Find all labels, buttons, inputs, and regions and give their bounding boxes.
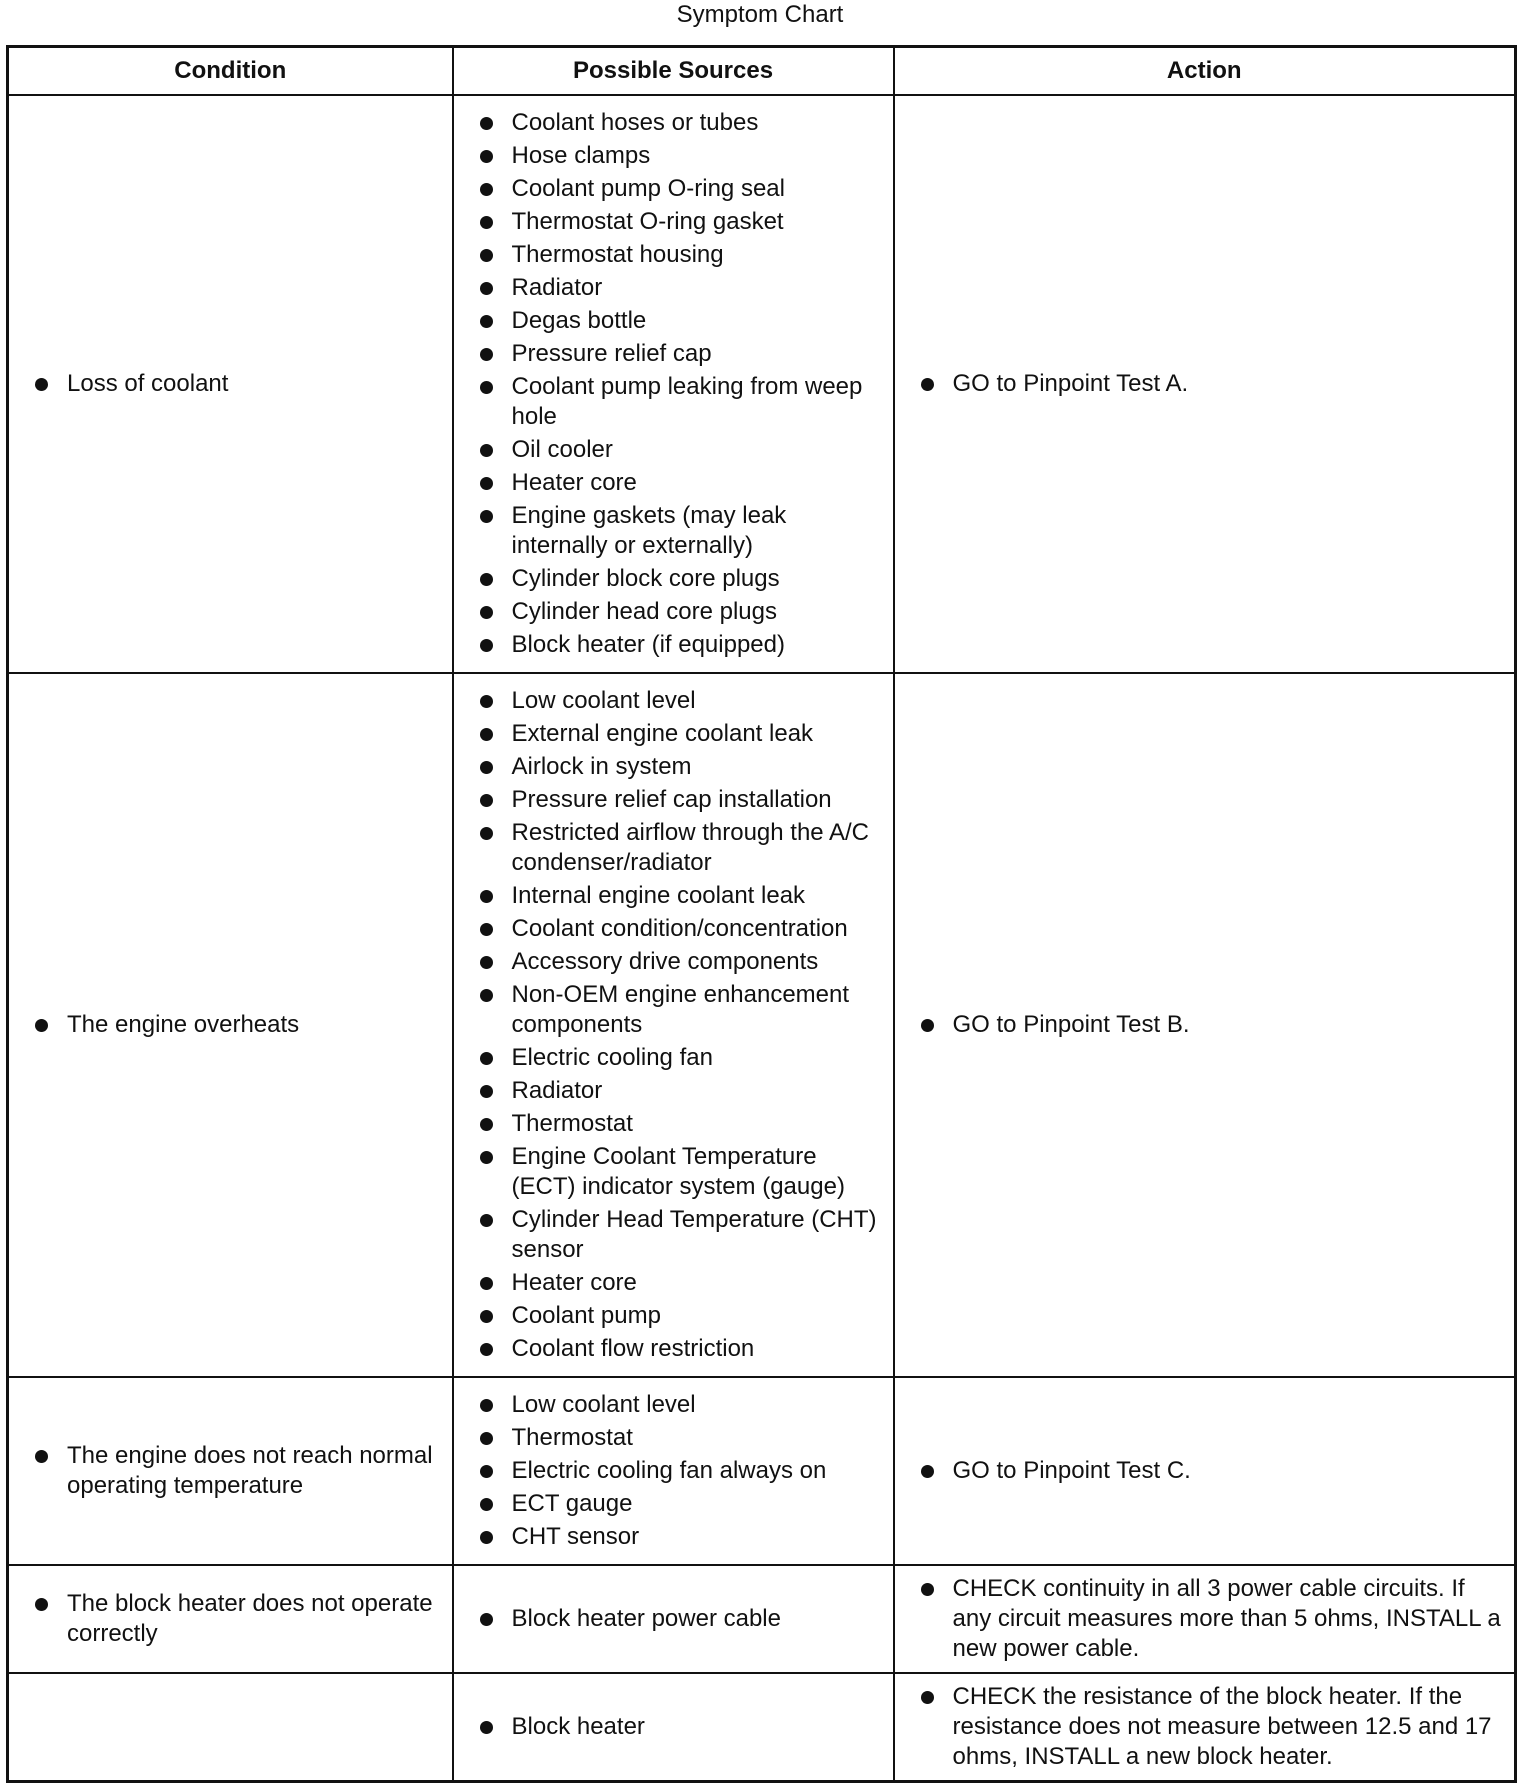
source-item: Coolant condition/concentration bbox=[454, 914, 883, 944]
action-cell bbox=[894, 1673, 1516, 1782]
source-item: Pressure relief cap bbox=[454, 339, 883, 369]
symptom-table bbox=[6, 45, 1517, 1783]
source-item: Cylinder Head Temperature (CHT) sensor bbox=[454, 1205, 883, 1265]
source-item: Coolant flow restriction bbox=[454, 1334, 883, 1364]
source-item: Low coolant level bbox=[454, 1390, 883, 1420]
source-item: Engine gaskets (may leak internally or externally) bbox=[454, 501, 883, 561]
table-row bbox=[8, 1673, 1516, 1782]
source-item: Non-OEM engine enhancement components bbox=[454, 980, 883, 1040]
chart-title: Symptom Chart bbox=[676, 1, 844, 28]
source-item: Electric cooling fan bbox=[454, 1043, 883, 1073]
source-item: Oil cooler bbox=[454, 435, 883, 465]
action-item: CHECK continuity in all 3 power cable circuits. If any circuit measures more than 5 ohms, INSTALL a new power cable. bbox=[895, 1574, 1505, 1664]
source-item: Radiator bbox=[454, 273, 883, 303]
condition-item: The block heater does not operate correctly bbox=[9, 1589, 442, 1649]
source-item: Block heater (if equipped) bbox=[454, 630, 883, 660]
source-item: External engine coolant leak bbox=[454, 719, 883, 749]
source-item: Internal engine coolant leak bbox=[454, 881, 883, 911]
source-item: Airlock in system bbox=[454, 752, 883, 782]
source-item: Coolant pump leaking from weep hole bbox=[454, 372, 883, 432]
source-item: CHT sensor bbox=[454, 1522, 883, 1552]
action-item: GO to Pinpoint Test A. bbox=[895, 369, 1505, 399]
source-item: Coolant pump bbox=[454, 1301, 883, 1331]
header-action: Action bbox=[894, 47, 1516, 96]
action-item: GO to Pinpoint Test B. bbox=[895, 1010, 1505, 1040]
condition-item: The engine overheats bbox=[9, 1010, 442, 1040]
source-item: Thermostat bbox=[454, 1423, 883, 1453]
source-item: ECT gauge bbox=[454, 1489, 883, 1519]
action-item: GO to Pinpoint Test C. bbox=[895, 1456, 1505, 1486]
source-item: Thermostat bbox=[454, 1109, 883, 1139]
table-row bbox=[8, 673, 1516, 1377]
condition-item: Loss of coolant bbox=[9, 369, 442, 399]
condition-cell bbox=[8, 673, 453, 1377]
source-item: Coolant pump O-ring seal bbox=[454, 174, 883, 204]
sources-cell bbox=[453, 95, 894, 673]
source-item: Restricted airflow through the A/C condenser/radiator bbox=[454, 818, 883, 878]
source-item: Cylinder head core plugs bbox=[454, 597, 883, 627]
source-item: Coolant hoses or tubes bbox=[454, 108, 883, 138]
action-cell bbox=[894, 1565, 1516, 1673]
condition-cell-empty bbox=[8, 1673, 453, 1782]
source-item: Thermostat housing bbox=[454, 240, 883, 270]
sources-cell bbox=[453, 1377, 894, 1565]
source-item: Heater core bbox=[454, 1268, 883, 1298]
header-condition: Condition bbox=[8, 47, 453, 96]
action-cell bbox=[894, 1377, 1516, 1565]
condition-cell bbox=[8, 1377, 453, 1565]
source-item: Block heater power cable bbox=[454, 1604, 883, 1634]
source-item: Hose clamps bbox=[454, 141, 883, 171]
action-item: CHECK the resistance of the block heater. If the resistance does not measure between 12.5 and 17 ohms, INSTALL a new block heater. bbox=[895, 1682, 1505, 1772]
source-item: Electric cooling fan always on bbox=[454, 1456, 883, 1486]
sources-cell bbox=[453, 1673, 894, 1782]
condition-item: The engine does not reach normal operating temperature bbox=[9, 1441, 442, 1501]
condition-cell bbox=[8, 95, 453, 673]
action-cell bbox=[894, 673, 1516, 1377]
source-item: Low coolant level bbox=[454, 686, 883, 716]
source-item: Radiator bbox=[454, 1076, 883, 1106]
table-row bbox=[8, 1565, 1516, 1673]
condition-cell bbox=[8, 1565, 453, 1673]
source-item: Heater core bbox=[454, 468, 883, 498]
sources-cell bbox=[453, 673, 894, 1377]
source-item: Engine Coolant Temperature (ECT) indicator system (gauge) bbox=[454, 1142, 883, 1202]
source-item: Cylinder block core plugs bbox=[454, 564, 883, 594]
source-item: Thermostat O-ring gasket bbox=[454, 207, 883, 237]
table-row bbox=[8, 95, 1516, 673]
sources-cell bbox=[453, 1565, 894, 1673]
source-item: Degas bottle bbox=[454, 306, 883, 336]
header-row bbox=[8, 47, 1516, 96]
action-cell bbox=[894, 95, 1516, 673]
source-item: Block heater bbox=[454, 1712, 883, 1742]
header-possible-sources: Possible Sources bbox=[453, 47, 894, 96]
source-item: Pressure relief cap installation bbox=[454, 785, 883, 815]
source-item: Accessory drive components bbox=[454, 947, 883, 977]
table-row bbox=[8, 1377, 1516, 1565]
